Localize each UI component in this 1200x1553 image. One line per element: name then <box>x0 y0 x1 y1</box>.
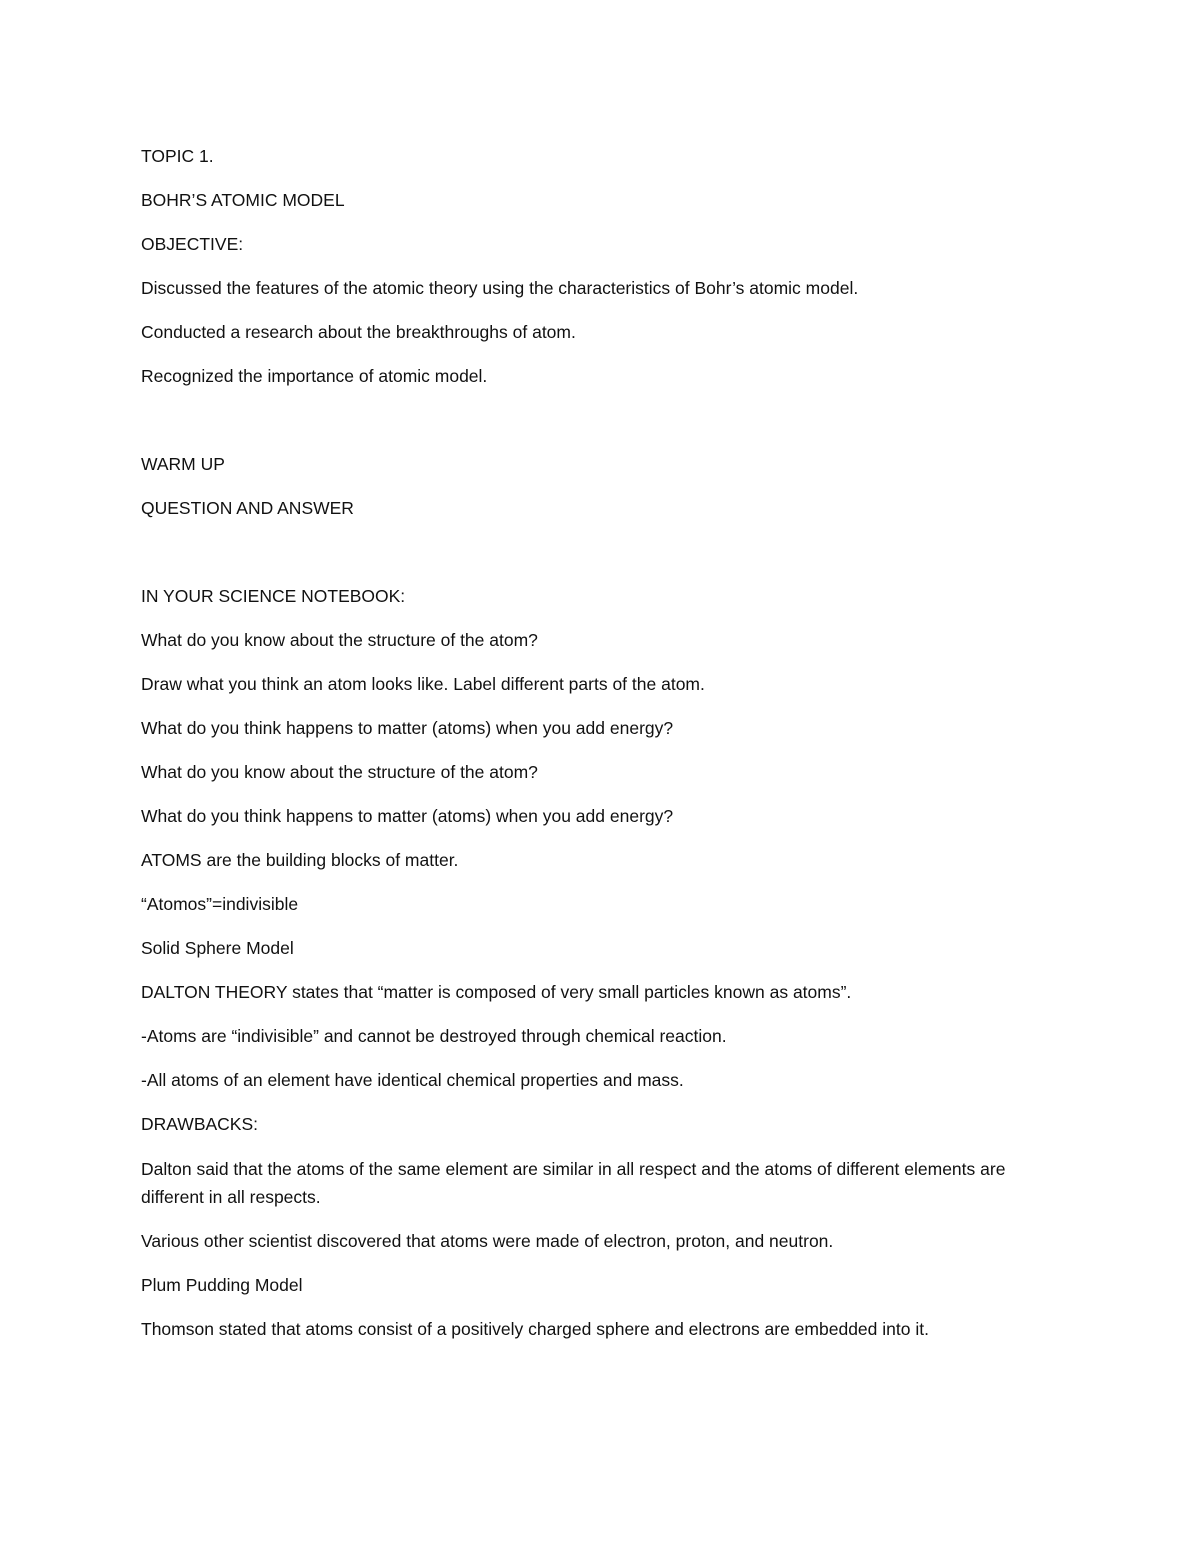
warmup-subheading: QUESTION AND ANSWER <box>141 498 354 518</box>
document-body <box>141 143 1061 1360</box>
question-item: What do you know about the structure of the atom? <box>141 762 538 782</box>
drawbacks-heading: DRAWBACKS: <box>141 1114 259 1134</box>
objective-item: Discussed the features of the atomic theory using the characteristics of Bohr’s atomic model. <box>141 278 859 298</box>
dalton-theory: DALTON THEORY states that “matter is composed of very small particles known as atoms”. <box>141 982 852 1002</box>
plum-pudding-heading: Plum Pudding Model <box>141 1275 303 1295</box>
atomos-definition: “Atomos”=indivisible <box>141 894 299 914</box>
notebook-heading: IN YOUR SCIENCE NOTEBOOK: <box>141 586 406 606</box>
warmup-heading: WARM UP <box>141 454 225 474</box>
dalton-point: -Atoms are “indivisible” and cannot be destroyed through chemical reaction. <box>141 1026 727 1046</box>
question-item: What do you know about the structure of the atom? <box>141 630 538 650</box>
blank-line <box>141 539 1061 583</box>
drawback-item: Dalton said that the atoms of the same element are similar in all respect and the atoms of different elements are different in all respects. <box>141 1159 1006 1207</box>
thomson-statement: Thomson stated that atoms consist of a positively charged sphere and electrons are embedded into it. <box>141 1319 929 1339</box>
question-item: What do you think happens to matter (atoms) when you add energy? <box>141 806 674 826</box>
question-item: What do you think happens to matter (atoms) when you add energy? <box>141 718 674 738</box>
blank-line <box>141 407 1061 451</box>
objective-heading: OBJECTIVE: <box>141 234 244 254</box>
objective-item: Conducted a research about the breakthroughs of atom. <box>141 322 576 342</box>
document-title: BOHR’S ATOMIC MODEL <box>141 190 345 210</box>
question-item: Draw what you think an atom looks like. Label different parts of the atom. <box>141 674 705 694</box>
topic-label: TOPIC 1. <box>141 146 214 166</box>
atoms-statement: ATOMS are the building blocks of matter. <box>141 850 459 870</box>
drawback-item: Various other scientist discovered that atoms were made of electron, proton, and neutron. <box>141 1231 834 1251</box>
solid-sphere-heading: Solid Sphere Model <box>141 938 294 958</box>
objective-item: Recognized the importance of atomic model. <box>141 366 488 386</box>
dalton-point: -All atoms of an element have identical chemical properties and mass. <box>141 1070 684 1090</box>
